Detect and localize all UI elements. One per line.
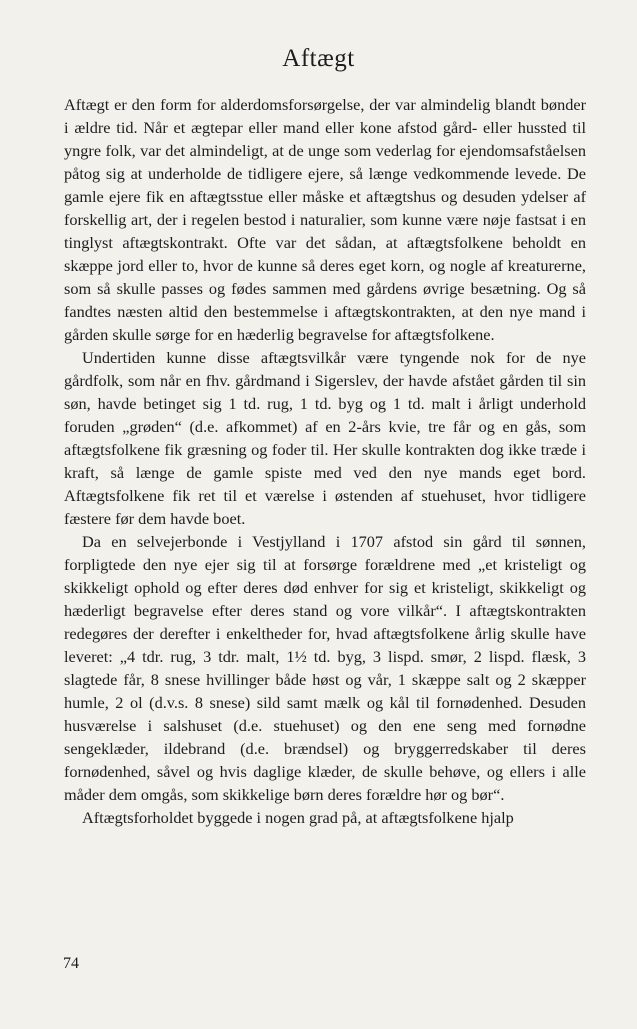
- paragraph-2: Undertiden kunne disse aftægtsvilkår være tyngende nok for de nye gårdfolk, som når en fhv. gårdmand i Sigerslev, der havde afstået gården til sin søn, havde betinget sig 1 td. rug, 1 td. byg og 1 td. malt i årligt underhold foruden „grøden“ (d.e. afkommet) af en 2-års kvie, tre får og en gås, som aftægtsfolkene fik græsning og foder til. Her skulle kontrakten dog ikke træde i kraft, så længe de gamle spiste med ved den nye mands eget bord. Aftægtsfolkene fik ret til et værelse i østenden af stuehuset, hvor tidligere fæstere før dem havde boet.: [64, 348, 586, 528]
- page-title: Aftægt: [282, 45, 355, 72]
- paragraph-4: Aftægtsforholdet byggede i nogen grad på, at aftægtsfolkene hjalp: [82, 808, 514, 827]
- paragraph-3: Da en selvejerbonde i Vestjylland i 1707 afstod sin gård til sønnen, forpligtede den nye ejer sig til at forsørge forældrene med „et kristeligt og skikkeligt ophold og efter deres død enhver for sig et kristeligt, skikkeligt og hæderligt begravelse efter deres stand og vore vilkår“. I aftægtskontrakten redegøres der derefter i enkeltheder for, hvad aftægtsfolkene årlig skulle have leveret: „4 tdr. rug, 3 tdr. malt, 1½ td. byg, 3 lispd. smør, 2 lispd. flæsk, 3 slagtede får, 8 snese hvillinger både høst og vår, 1 skæppe salt og 2 skæpper humle, 2 ol (d.v.s. 8 snese) sild samt mælk og kål til fornødenhed. Desuden husværelse i salshuset (d.e. stuehuset) og den ene seng med fornødne sengeklæder, ildebrand (d.e. brændsel) og bryggerredskaber til deres fornødenhed, såvel og hvis daglige klæder, de skulle behøve, og ellers i alle måder dem omgås, som skikkelige børn deres forældre hør og bør“.: [64, 532, 586, 804]
- paragraph-1: Aftægt er den form for alderdomsforsørgelse, der var almindelig blandt bønder i ældre tid. Når et ægtepar eller mand eller kone afstod gård- eller hussted til yngre folk, var det almindeligt, at de unge som vederlag for ejendomsafståelsen påtog sig at underholde de tidligere ejere, så længe vedkommende levede. De gamle ejere fik en aftægtsstue eller måske et aftægtshus og desuden ydelser af forskellig art, der i regelen bestod i naturalier, som kunne være nøje fastsat i en tinglyst aftægtskontrakt. Ofte var det sådan, at aftægtsfolkene beholdt en skæppe jord eller to, hvor de kunne så deres eget korn, og nogle af kreaturerne, som så skulle passes og fødes sammen med gårdens øvrige besætning. Og så fandtes næsten altid den bestemmelse i aftægtskontrakten, at den nye mand i gården skulle sørge for en hæderlig begravelse for aftægtsfolkene.: [64, 95, 586, 344]
- body-text: [64, 93, 586, 829]
- page-number: 74: [63, 955, 79, 972]
